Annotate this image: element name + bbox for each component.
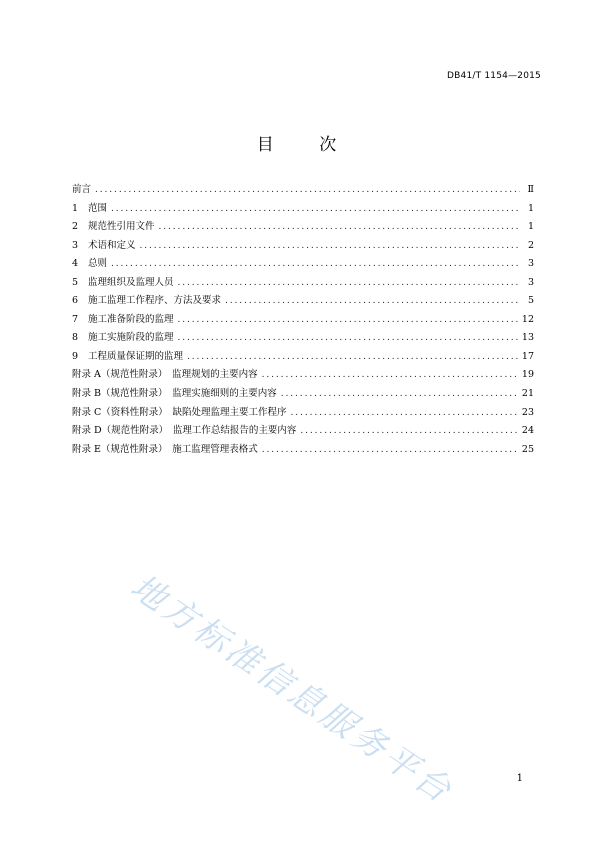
toc-entry[interactable] <box>72 274 534 293</box>
toc-entry-page: 23 <box>521 406 534 418</box>
toc-leader-dots <box>262 441 518 460</box>
toc-leader-dots <box>178 311 518 330</box>
toc-entry-number: 6 <box>72 295 79 307</box>
toc-entry-label: 总则 <box>88 258 108 270</box>
toc-leader-dots <box>262 366 518 385</box>
page-number: 1 <box>516 773 523 784</box>
toc-entry-label: 附录 D（规范性附录） 监理工作总结报告的主要内容 <box>72 425 297 437</box>
toc-entry-page: 12 <box>521 313 534 325</box>
table-of-contents <box>72 181 534 459</box>
toc-entry[interactable] <box>72 255 534 274</box>
toc-entry[interactable] <box>72 441 534 460</box>
toc-entry-number: 7 <box>72 313 79 325</box>
toc-entry-label: 规范性引用文件 <box>88 221 155 233</box>
toc-entry-number: 3 <box>72 239 79 251</box>
toc-entry-page: 25 <box>521 443 534 455</box>
toc-entry-label: 附录 B（规范性附录） 监理实施细则的主要内容 <box>72 388 277 400</box>
toc-entry-page: 1 <box>527 221 534 233</box>
toc-entry-page: 13 <box>521 332 534 344</box>
toc-entry-label: 工程质量保证期的监理 <box>88 350 184 362</box>
toc-leader-dots <box>111 255 520 274</box>
toc-entry-number: 5 <box>72 276 79 288</box>
toc-entry-page: 17 <box>521 350 534 362</box>
toc-leader-dots <box>111 200 520 219</box>
toc-leader-dots <box>159 218 520 237</box>
toc-entry-number: 4 <box>72 258 79 270</box>
toc-leader-dots <box>140 237 520 256</box>
toc-entry-page: 3 <box>527 276 534 288</box>
toc-leader-dots <box>95 181 520 200</box>
toc-entry-label: 附录 C（资料性附录） 缺陷处理监理主要工作程序 <box>72 406 287 418</box>
toc-entry[interactable] <box>72 366 534 385</box>
toc-entry[interactable] <box>72 348 534 367</box>
toc-entry-number: 1 <box>72 202 79 214</box>
toc-entry-label: 监理组织及监理人员 <box>88 276 174 288</box>
toc-entry-number: 8 <box>72 332 79 344</box>
toc-leader-dots <box>225 292 520 311</box>
toc-entry-page: 2 <box>527 239 534 251</box>
toc-entry-page: 5 <box>527 295 534 307</box>
standard-code: DB41/T 1154—2015 <box>447 71 541 81</box>
toc-leader-dots <box>178 329 518 348</box>
toc-entry-number: 2 <box>72 221 79 233</box>
toc-entry-page: Ⅱ <box>527 184 534 195</box>
toc-entry-number: 9 <box>72 350 79 362</box>
toc-entry-label: 施工监理工作程序、方法及要求 <box>88 295 222 307</box>
toc-leader-dots <box>291 404 518 423</box>
toc-entry[interactable] <box>72 311 534 330</box>
toc-entry[interactable] <box>72 404 534 423</box>
toc-entry[interactable] <box>72 200 534 219</box>
toc-entry-page: 19 <box>521 369 534 381</box>
toc-entry-label: 术语和定义 <box>88 239 136 251</box>
toc-leader-dots <box>187 348 518 367</box>
toc-entry-label: 施工准备阶段的监理 <box>88 313 174 325</box>
toc-leader-dots <box>281 385 518 404</box>
page-title: 目 次 <box>256 135 357 155</box>
toc-entry[interactable] <box>72 218 534 237</box>
toc-entry[interactable] <box>72 181 534 200</box>
toc-entry-page: 3 <box>527 258 534 270</box>
toc-entry-label: 施工实施阶段的监理 <box>88 332 174 344</box>
toc-leader-dots <box>300 422 518 441</box>
toc-entry-page: 24 <box>521 425 534 437</box>
toc-entry-page: 21 <box>521 388 534 400</box>
toc-entry-label: 附录 E（规范性附录） 施工监理管理表格式 <box>72 443 258 455</box>
toc-entry-label: 前言 <box>72 184 92 195</box>
watermark: 地方标准信息服务平台 <box>123 566 461 813</box>
toc-leader-dots <box>178 274 520 293</box>
toc-entry-label: 附录 A（规范性附录） 监理规划的主要内容 <box>72 369 258 381</box>
toc-entry[interactable] <box>72 292 534 311</box>
toc-entry[interactable] <box>72 422 534 441</box>
toc-entry-page: 1 <box>527 202 534 214</box>
toc-entry-label: 范围 <box>88 202 108 214</box>
toc-entry[interactable] <box>72 329 534 348</box>
toc-entry[interactable] <box>72 237 534 256</box>
toc-entry[interactable] <box>72 385 534 404</box>
